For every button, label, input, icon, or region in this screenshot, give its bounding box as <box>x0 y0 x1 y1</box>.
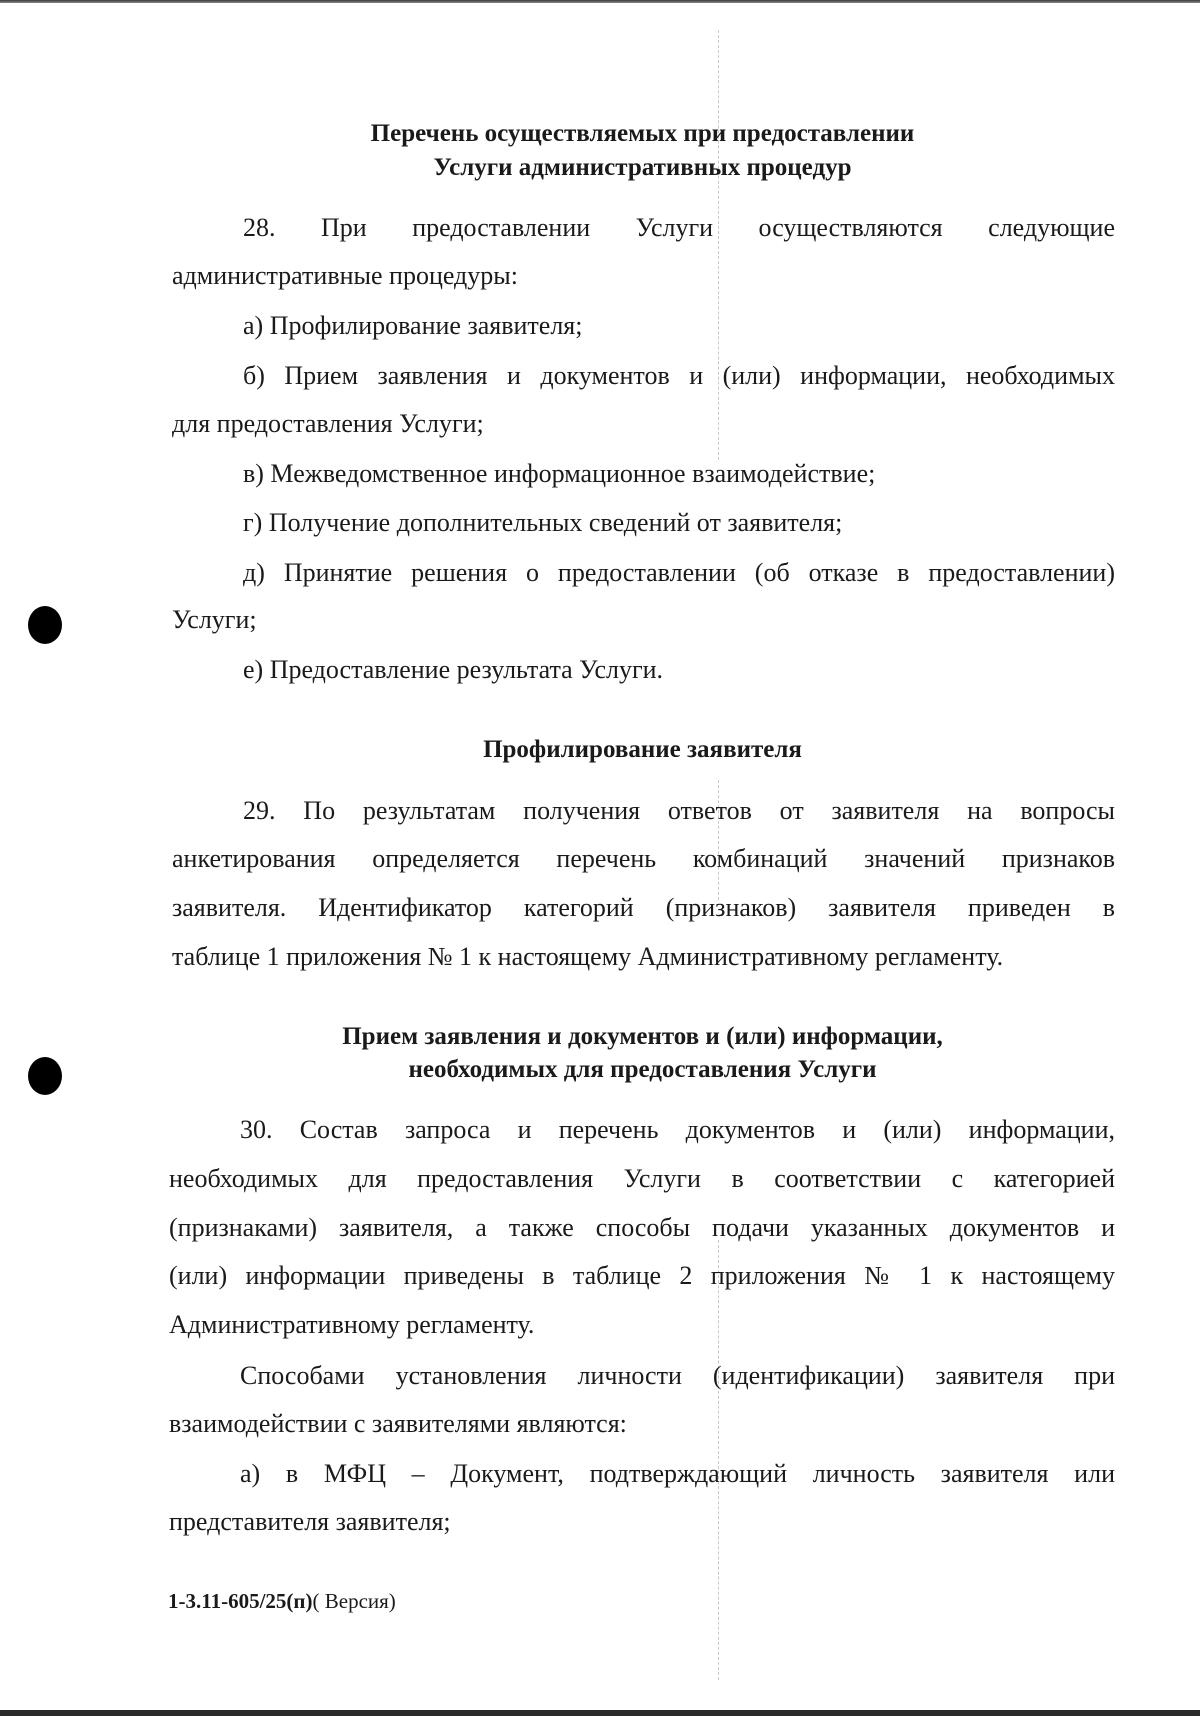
paragraph-30-line: (или) информации приведены в таблице 2 приложения № 1 к настоящему <box>169 1261 1115 1290</box>
list-item-a: а) Профилирование заявителя; <box>243 311 583 340</box>
punch-hole-lower <box>28 1057 62 1095</box>
list-item-b-cont: для предоставления Услуги; <box>172 409 484 438</box>
document-code: 1-3.11-605/25(п) <box>168 1589 313 1613</box>
paragraph-28-line: административные процедуры: <box>172 261 518 290</box>
identification-paragraph-line: взаимодействии с заявителями являются: <box>169 1409 627 1438</box>
list-item-f: е) Предоставление результата Услуги. <box>243 655 664 684</box>
punch-hole-upper <box>28 606 62 644</box>
list-item-d: г) Получение дополнительных сведений от заявителя; <box>243 508 843 537</box>
document-version: ( Версия) <box>312 1589 396 1613</box>
scan-top-edge <box>0 0 1200 3</box>
paragraph-29-line: анкетирования определяется перечень комбинаций значений признаков <box>172 844 1115 873</box>
identification-item-a-cont: представителя заявителя; <box>169 1507 451 1536</box>
section-heading-application-line1: Прием заявления и документов и (или) информации, <box>342 1023 943 1050</box>
list-item-e-cont: Услуги; <box>172 605 257 634</box>
scan-fold-line <box>718 30 719 460</box>
list-item-b: б) Прием заявления и документов и (или) информации, необходимых <box>243 361 1115 390</box>
paragraph-29-line: 29. По результатам получения ответов от заявителя на вопросы <box>243 796 1115 825</box>
identification-item-a: а) в МФЦ – Документ, подтверждающий личность заявителя или <box>240 1459 1115 1488</box>
document-footer <box>168 1587 396 1615</box>
paragraph-30-line: необходимых для предоставления Услуги в соответствии с категорией <box>169 1164 1115 1193</box>
paragraph-30-line: 30. Состав запроса и перечень документов и (или) информации, <box>240 1115 1115 1144</box>
section-heading-profiling: Профилирование заявителя <box>483 736 802 763</box>
section-heading-procedures-line1: Перечень осуществляемых при предоставлении <box>370 120 915 147</box>
paragraph-29-line: таблице 1 приложения № 1 к настоящему Административному регламенту. <box>172 942 1004 971</box>
paragraph-29-line: заявителя. Идентификатор категорий (признаков) заявителя приведен в <box>172 893 1115 922</box>
list-item-e: д) Принятие решения о предоставлении (об отказе в предоставлении) <box>243 558 1115 587</box>
identification-paragraph-line: Способами установления личности (идентификации) заявителя при <box>240 1361 1115 1390</box>
scan-bottom-edge <box>0 1710 1200 1716</box>
paragraph-30-line: Административному регламенту. <box>169 1310 535 1339</box>
list-item-c: в) Межведомственное информационное взаимодействие; <box>243 459 876 488</box>
paragraph-30-line: (признаками) заявителя, а также способы подачи указанных документов и <box>169 1213 1115 1242</box>
section-heading-application-line2: необходимых для предоставления Услуги <box>408 1056 877 1083</box>
paragraph-28-line: 28. При предоставлении Услуги осуществляются следующие <box>243 213 1115 242</box>
section-heading-procedures-line2: Услуги административных процедур <box>433 154 852 181</box>
